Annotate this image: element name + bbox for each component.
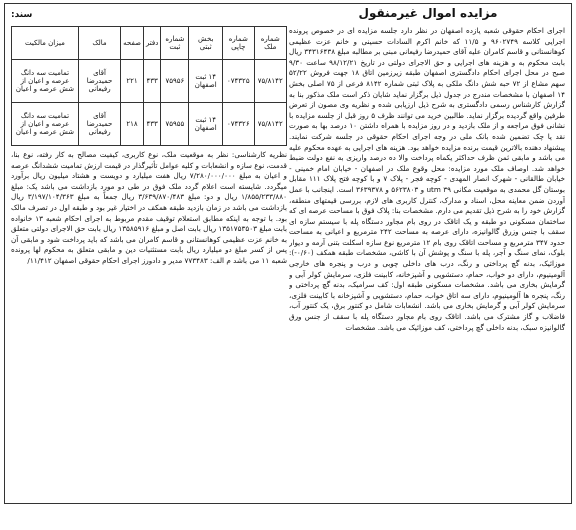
column-header: شماره چاپی — [223, 27, 254, 60]
table-cell: ۷۵۹۵۵ — [161, 103, 189, 146]
sanad-label: سند: — [11, 10, 33, 20]
table-cell: ۲۲۱ — [121, 60, 144, 103]
table-cell: ۷۵۹۵۶ — [161, 60, 189, 103]
auction-body-text: اجرای احکام حقوقی شعبه یازده اصفهان در نظر دارد جلسه مزایده ای در خصوص پرونده اجرایی کلاسه ۹۶۰۲۷۴۹ و ۱۱/۵ که خانم اکرم السادات حسینی و خانم عزت عظیمی کوهانستانی و قاسم کامران علیه آقای حمیدرضا رفیعانی مبنی بر مطالبه مبلغ ۳۴۳۱۶۴۳۸ ریال بابت محکوم به و هزینه های اجرایی و حق الاجرای دولتی در تاریخ ۹۸/۱۲/۲۱ ساعت ۹/۳۰ صبح در محل اجرای احکام دادگستری اصفهان طبقه زیرزمین اتاق ۱۸ جهت فروش ۵۲/۲۲ سهم مشاع از ۷۲ حبه شش دانگ ملکی به پلاک ثبتی شماره ۸۱۴۲ فرعی از ۷۵ اصلی بخش ۱۴ اصفهان با مشخصات مندرج در جدول ذیل برگزار نماید شایان ذکر است ملک مذکور بنا به گزارش کارشناس رسمی دادگستری به شرح ذیل ارزیابی شده و نظریه وی مصون از تعرض طرفین واقع گردیده برگزار نماید. طالبین خرید می توانند ظرف ۵ روز قبل از جلسه مزایده با نشانی فوق مراجعه و از ملک بازدید و در روز مزایده با همراه داشتن ۱۰ درصد بها به صورت نقد یا چک تضمین شده بانک ملی در وجه اجرای احکام حقوقی در جلسه شرکت نمایند. پیشنهاد دهنده بالاترین قیمت برنده مزایده خواهد بود. هزینه های اجرایی به عهده محکوم علیه می باشد و مابقی ثمن ظرف حداکثر یکماه پرداخت والا ده درصد واریزی به نفع دولت ضبط خواهد شد. اوصاف ملک مورد مزایده: محل وقوع ملک در اصفهان - خیابان امام خمینی - خیابان طالقانی - شهرک انصار المهدی - کوچه فجر - پلاک ۷ و با کوچه فتح پلاک ۱۱۱ مقابل بوستان گل محمدی به موقعیت مکانی utm ۳۹ و ۵۶۲۳۸۰۳ و ۳۶۳۹۳۷۸ است. اینجانب با عمل آوردن ضمن معاینه محل، اسناد و مدارک، کنترل کاربری های لازم، بررسی قیمتهای منطقه، گزارش خود را به شرح ذیل تقدیم می دارم. مشخصات بنا: پلاک فوق با مساحت عرصه ای که ساختمان مسکونی دو طبقه و یک اتاقک در روی بام مجاور دستگاه پله با سیستم سازه ای سقف با جنس وزرق گالوانیزه، دارای عرصه به مساحت ۲۴۲ مترمربع و اعیانی به مساحت حدود ۳۴۷ مترمربع و مساحت اتاقک روی بام ۱۲ مترمربع نوع سازه اسکلت بتنی آرمه و دیوار بلوک، نمای سنگ و آجر، پله با سنگ و پوشش آن با کاشی، مشخصات طبقه همکف (۰/۶۰-): موزائیک، بدنه گچ پرداختی و رنگ، درب های داخلی چوبی و درب و پنجره های خارجی آلومینیوم، دارای دو خواب، حمام، دستشویی و آشپزخانه، کابینت فلزی، سرمایش کولر آبی و گرمایش بخاری می باشد. مشخصات مسکونی طبقه اول: کف سرامیک، بدنه گچ پرداختی و رنگ، پنجره ها آلومینیوم، دارای سه اتاق خواب، حمام، دستشویی و آشپزخانه با کابینت فلزی، سرمایش کولر آبی و گرمایش بخاری می باشد. انشعابات شامل دو کنتور برق، یک کنتور آب، فاضلاب و گاز مشترک می باشد. اتاقک روی بام مجاور دستگاه پله با سقف از جنس ورق گالوانیزه سبک، بدنه داخلی گچ پرداختی، کف موزائیک می باشد. مشخصات — [289, 26, 565, 332]
table-cell: آقای حمیدرضا رفیعانی — [78, 60, 120, 103]
table-cell: ۰۷۴۳۲۵ — [223, 60, 254, 103]
document-page — [4, 3, 572, 504]
column-header: بخش ثبتی — [189, 27, 223, 60]
table-cell: ۲۱۸ — [121, 103, 144, 146]
column-header: مالک — [78, 27, 120, 60]
table-cell: ۱۴ ثبت اصفهان — [189, 60, 223, 103]
left-column — [11, 26, 287, 530]
column-header: شماره ملک — [254, 27, 287, 60]
table-header-row — [12, 27, 287, 60]
table-cell: آقای حمیدرضا رفیعانی — [78, 103, 120, 146]
table-cell: تمامیت سه دانگ عرصه و اعیان از شش عرصه و اعیان — [12, 103, 79, 146]
table-cell: ۱۴ ثبت اصفهان — [189, 103, 223, 146]
page-title: مزایده اموال غیرمنقول — [358, 6, 498, 20]
expert-opinion-text: نظریه کارشناسی: نظر به موقعیت ملک، نوع کاربری، کیفیت مصالح به کار رفته، نوع بنا، قدمت، نوع سازه و انشعابات و کلیه عوامل تأثیرگذار در قیمت ارزش تمامیت ششدانگ عرصه و اعیان به مبلغ ۷/۲۸۰/۰۰۰/۰۰۰ ریال هفت میلیارد و دویست و هشتاد میلیون ریال برآورد میگردد. شایسته است اعلام گردد ملک فوق در طی دو مورد بازداشت می باشد یک: مبلغ ۱/۸۵۵/۲۳۳/۸۸۰ ریال و دو: مبلغ ۳/۶۳۹/۸۷۰/۴۸۳ ریال جمعاً به مبلغ ۳/۱۹۷/۱۰۴/۳۶۳ ریال بازداشت می باشد در زمان بازدید طبقه همکف در اختیار غیر بود و طبقه اول در تصرف مالک بود. با توجه به اینکه مطابق استعلام توقیف مقدم مربوط به اجرای احکام شعبه ۱۳ خانواده بابت مبلغ ۱۳۵۱۷۵۳۵۰۳ ریال بابت اصل و مبلغ ۱۳۵۸۵۹۱۶ ریال بابت حق الاجرای دولتی متعلق به خانم عزت عظیمی کوهانستانی و قاسم کامران می باشد که باید پرداخت شود و مابقی آن پس از کسر مبلغ دو میلیارد ریال بابت مستثنیات دین و مابقی متعلق به محکوم لها پرونده شعبه ۱۱ می باشد م الف: ۷۷۳۴۸۳ مدیر و دادورز اجرای احکام حقوقی اصفهان ۱۱/۴۱۲/ — [11, 150, 287, 265]
property-table — [11, 26, 287, 146]
column-header: شماره ثبت — [161, 27, 189, 60]
table-cell: تمامیت سه دانگ عرصه و اعیان از شش عرصه و اعیان — [12, 60, 79, 103]
column-header: صفحه — [121, 27, 144, 60]
table-cell: ۷۵/۸۱۴۲ — [254, 103, 287, 146]
table-cell: ۰۷۴۳۲۶ — [223, 103, 254, 146]
table-cell: ۴۳۳ — [143, 60, 160, 103]
column-header: دفتر — [143, 27, 160, 60]
table-row — [12, 60, 287, 103]
column-header: میزان مالکیت — [12, 27, 79, 60]
table-cell: ۷۵/۸۱۴۲ — [254, 60, 287, 103]
table-cell: ۴۳۳ — [143, 103, 160, 146]
table-row — [12, 103, 287, 146]
